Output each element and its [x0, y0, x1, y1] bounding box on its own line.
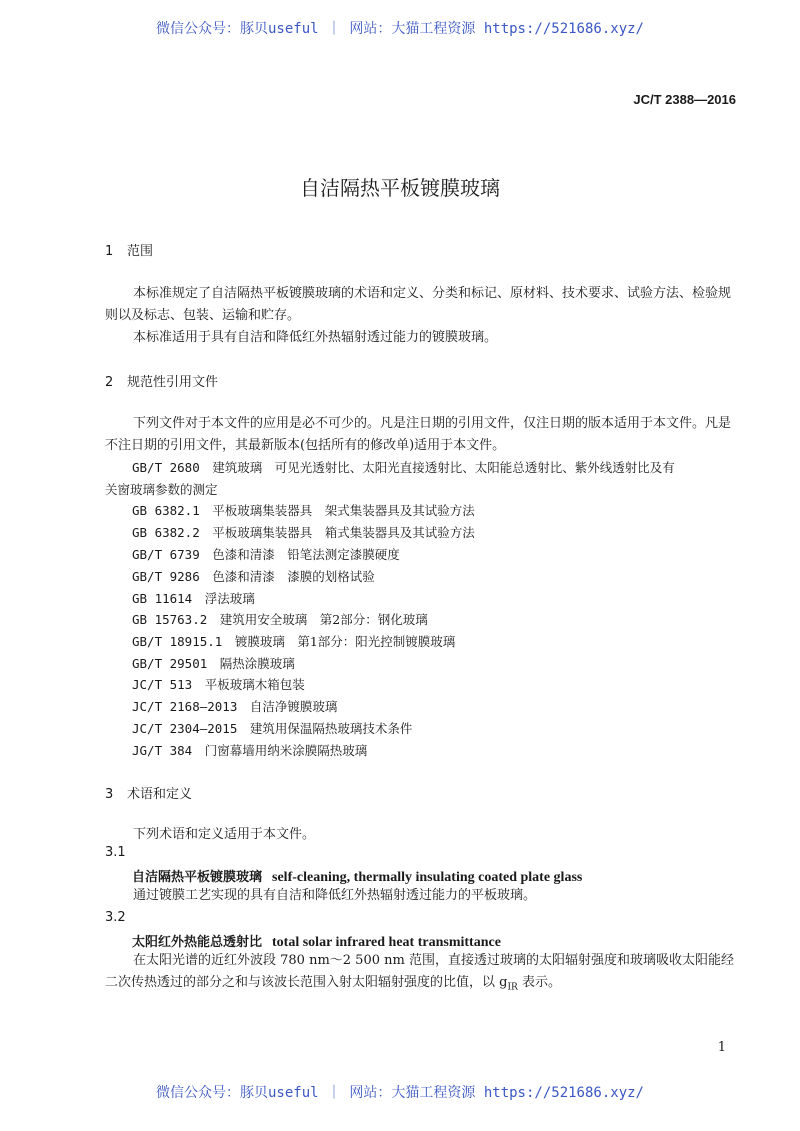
reference-item: GB/T 9286 色漆和清漆 漆膜的划格试验 — [132, 569, 375, 584]
reference-item: JG/T 384 门窗幕墙用纳米涂膜隔热玻璃 — [132, 743, 368, 758]
watermark-bottom: 微信公众号：豚贝useful ｜ 网站：大猫工程资源 https://521686.xyz/ — [155, 1085, 644, 1101]
section-1-heading: 1 范围 — [105, 244, 154, 259]
term-definition: 在太阳光谱的近红外波段 780 nm～2 500 nm 范围，直接透过玻璃的太阳辐射强度和玻璃吸收太阳能经二次传热透过的部分之和与该波长范围入射太阳辐射强度的比值，以 $g_{IR}$ 表示。 — [105, 953, 734, 993]
term-number: 3.1 — [105, 845, 126, 860]
term-title: 太阳红外热能总透射比 total solar infrared heat transmittance — [132, 935, 501, 950]
section-2-heading: 2 规范性引用文件 — [105, 375, 219, 390]
section-3-heading: 3 术语和定义 — [105, 787, 193, 802]
term-definition: 通过镀膜工艺实现的具有自洁和降低红外热辐射透过能力的平板玻璃。 — [133, 888, 537, 903]
reference-item: GB 15763.2 建筑用安全玻璃 第2部分：钢化玻璃 — [132, 612, 428, 627]
watermark-top: 微信公众号：豚贝useful ｜ 网站：大猫工程资源 https://521686.xyz/ — [155, 21, 644, 37]
reference-item: JC/T 2304—2015 建筑用保温隔热玻璃技术条件 — [132, 721, 413, 736]
reference-item-continuation: 关窗玻璃参数的测定 — [105, 482, 218, 497]
reference-item: JC/T 513 平板玻璃木箱包装 — [132, 677, 305, 692]
term-number: 3.2 — [105, 910, 126, 925]
reference-item: GB/T 6739 色漆和清漆 铅笔法测定漆膜硬度 — [132, 547, 400, 562]
section-3-intro: 下列术语和定义适用于本文件。 — [133, 827, 316, 842]
reference-item: GB/T 2680 建筑玻璃 可见光透射比、太阳光直接透射比、太阳能总透射比、紫外线透射比及有 — [132, 460, 675, 475]
reference-item: GB 6382.2 平板玻璃集装器具 箱式集装器具及其试验方法 — [132, 525, 475, 540]
reference-item: GB 11614 浮法玻璃 — [132, 591, 255, 606]
standard-code: JC/T 2388—2016 — [633, 92, 736, 107]
reference-item: JC/T 2168—2013 自洁净镀膜玻璃 — [132, 699, 338, 714]
reference-item: GB/T 18915.1 镀膜玻璃 第1部分：阳光控制镀膜玻璃 — [132, 634, 456, 649]
document-title: 自洁隔热平板镀膜玻璃 — [300, 176, 500, 200]
reference-item: GB 6382.1 平板玻璃集装器具 架式集装器具及其试验方法 — [132, 503, 475, 518]
term-title: 自洁隔热平板镀膜玻璃 self-cleaning, thermally insulating coated plate glass — [132, 870, 583, 885]
section-1-paragraph-1: 本标准规定了自洁隔热平板镀膜玻璃的术语和定义、分类和标记、原材料、技术要求、试验方法、检验规则以及标志、包装、运输和贮存。 — [105, 286, 732, 323]
reference-item: GB/T 29501 隔热涂膜玻璃 — [132, 656, 295, 671]
section-2-intro: 下列文件对于本文件的应用是必不可少的。凡是注日期的引用文件，仅注日期的版本适用于本文件。凡是不注日期的引用文件，其最新版本(包括所有的修改单)适用于本文件。 — [105, 416, 732, 453]
page-number: 1 — [717, 1040, 726, 1055]
section-1-paragraph-2: 本标准适用于具有自洁和降低红外热辐射透过能力的镀膜玻璃。 — [133, 330, 498, 345]
